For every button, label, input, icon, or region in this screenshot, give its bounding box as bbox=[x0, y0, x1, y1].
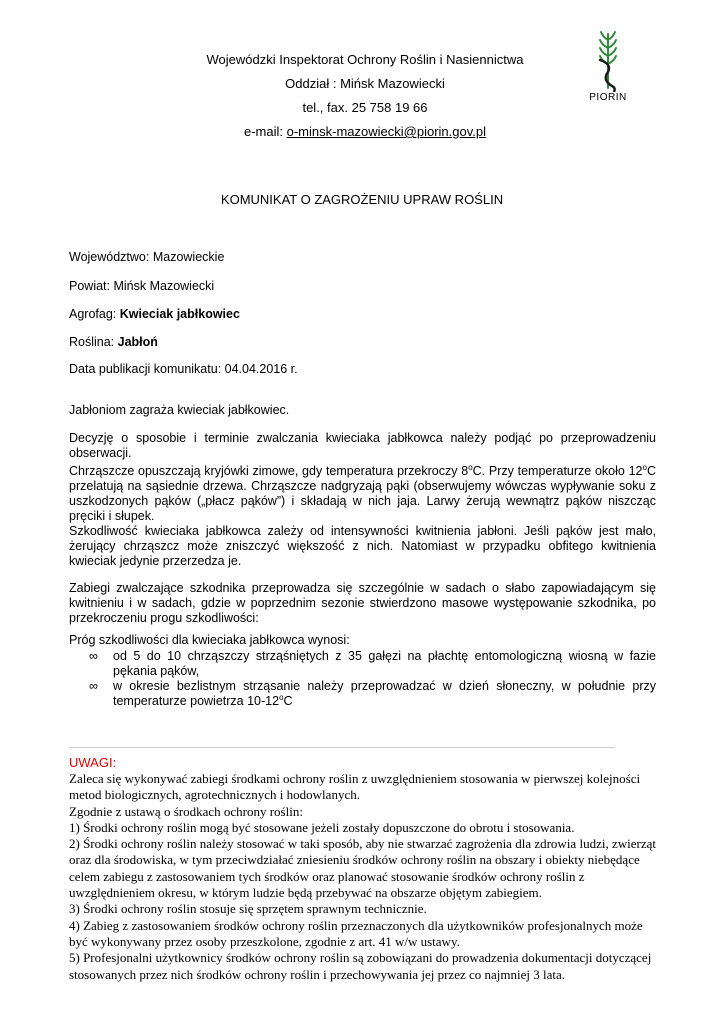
meta-roslina: Roślina: Jabłoń bbox=[69, 335, 158, 349]
notes-line: 3) Środki ochrony roślin stosuje się sprzętem sprawnym technicznie. bbox=[69, 901, 427, 917]
infinity-bullet-icon: ∞ bbox=[89, 679, 98, 693]
notes-body bbox=[69, 771, 659, 983]
list-item: ∞ w okresie bezlistnym strząsanie należy przeprowadzać w dzień słoneczny, w południe przy temperaturze powietrza 10-12$^o$C bbox=[89, 679, 656, 708]
branch-name: Oddział : Mińsk Mazowiecki bbox=[285, 76, 445, 91]
notes-line: 1) Środki ochrony roślin mogą być stosowane jeżeli zostały dopuszczone do obrotu i stosowania. bbox=[69, 819, 575, 835]
paragraph-harmfulness: Szkodliwość kwieciaka jabłkowca zależy od intensywności kwitnienia jabłoni. Jeśli pąków jest mało, żerujący chrząszcz może zniszczyć większość z nich. Natomiast w przypadku obfitego kwitnienia kwieciak jedynie przerzedza je. bbox=[69, 524, 656, 568]
meta-wojewodztwo: Województwo: Mazowieckie bbox=[69, 250, 225, 264]
paragraph-biology: Chrząszcze opuszczają kryjówki zimowe, gdy temperatura przekroczy 8$^o$C. Przy temperaturze około 12$^o$C przelatują na sąsiednie drzewa. Chrząszcze nadgryzają pąki (obserwujemy wówczas wypływanie soku z uszkodzonych pąków („płacz pąków”) i składają w nich jaja. Larwy żerują wewnątrz pąków niszcząc pręciki i słupek. Szkodliwość kwieciaka jabłkowca zależy od intensywności kwitnienia jabłoni. Jeśli pąków jest mało, żerujący chrząszcz może zniszczyć większość z nich. Natomiast w przypadku obfitego kwitnienia kwieciak jedynie przerzedza je. bbox=[69, 463, 656, 568]
meta-powiat: Powiat: Mińsk Mazowiecki bbox=[69, 279, 215, 293]
notes-title: UWAGI: bbox=[69, 755, 117, 770]
notes-line: 4) Zabieg z zastosowaniem środków ochrony roślin przeznaczonych dla użytkowników profesjonalnych może być wykonywany przez osoby przeszkolone, zgodnie z art. 41 w/w ustawy. bbox=[69, 917, 643, 949]
logo-text: PIORIN bbox=[589, 92, 627, 103]
section-divider bbox=[69, 747, 615, 748]
wheat-snake-logo-icon bbox=[583, 30, 633, 92]
list-item: ∞ od 5 do 10 chrząszczy strząśniętych z 35 gałęzi na płachtę entomologiczną wiosną w fazie pękania pąków, bbox=[89, 649, 656, 678]
email-line bbox=[150, 120, 580, 144]
meta-publication-date: Data publikacji komunikatu: 04.04.2016 r. bbox=[69, 362, 298, 376]
email-link[interactable]: o-minsk-mazowiecki@piorin.gov.pl bbox=[286, 124, 486, 139]
notes-line: Zaleca się wykonywać zabiegi środkami ochrony roślin z uwzględnieniem stosowania w pierwszej kolejności metod biologicznych, agrotechnicznych i hodowlanych. bbox=[69, 771, 641, 803]
threshold-list bbox=[69, 649, 656, 709]
notes-line: 5) Profesjonalni użytkownicy środków ochrony roślin są zobowiązani do prowadzenia dokumentacji dotyczącej stosowanych przez nich środków ochrony roślin i przechowywania jej przez co najmniej 3 lata. bbox=[69, 950, 652, 982]
page-title: KOMUNIKAT O ZAGROŻENIU UPRAW ROŚLIN bbox=[220, 192, 504, 207]
phone-fax: tel., fax. 25 758 19 66 bbox=[302, 100, 428, 115]
infinity-bullet-icon: ∞ bbox=[89, 649, 98, 663]
inspectorate-name: Wojewódzki Inspektorat Ochrony Roślin i Nasiennictwa bbox=[206, 52, 524, 67]
meta-agrofag: Agrofag: Kwieciak jabłkowiec bbox=[69, 307, 240, 321]
notes-line: 2) Środki ochrony roślin należy stosować w taki sposób, aby nie stwarzać zagrożenia dla zdrowia ludzi, zwierząt oraz dla środowiska, w tym przeciwdziałać zniesieniu środków ochrony roślin na obszary i obiekty niebędące celem zabiegu z zastosowaniem tych środków oraz planować stosowanie środków ochrony roślin z uwzględnieniem okresu, w którym ludzie będą przebywać na obszarze objętym zabiegiem. bbox=[69, 836, 656, 901]
piorin-logo bbox=[583, 30, 633, 110]
email-label: e-mail: bbox=[244, 124, 287, 139]
notes-line: Zgodnie z ustawą o środkach ochrony roślin: bbox=[69, 803, 303, 819]
paragraph-threshold: Próg szkodliwości dla kwieciaka jabłkowca wynosi: bbox=[69, 633, 350, 647]
paragraph-treatments: Zabiegi zwalczające szkodnika przeprowadza się szczególnie w sadach o słabo zapowiadającym się kwitnieniu i w sadach, gdzie w poprzednim sezonie stwierdzono masowe występowanie szkodnika, po przekroczeniu progu szkodliwości: bbox=[69, 581, 656, 625]
paragraph-decision: Decyzję o sposobie i terminie zwalczania kwieciaka jabłkowca należy podjąć po przeprowadzeniu obserwacji. bbox=[69, 431, 656, 460]
paragraph-threat: Jabłoniom zagraża kwieciak jabłkowiec. bbox=[69, 403, 290, 417]
document-header bbox=[150, 48, 580, 144]
